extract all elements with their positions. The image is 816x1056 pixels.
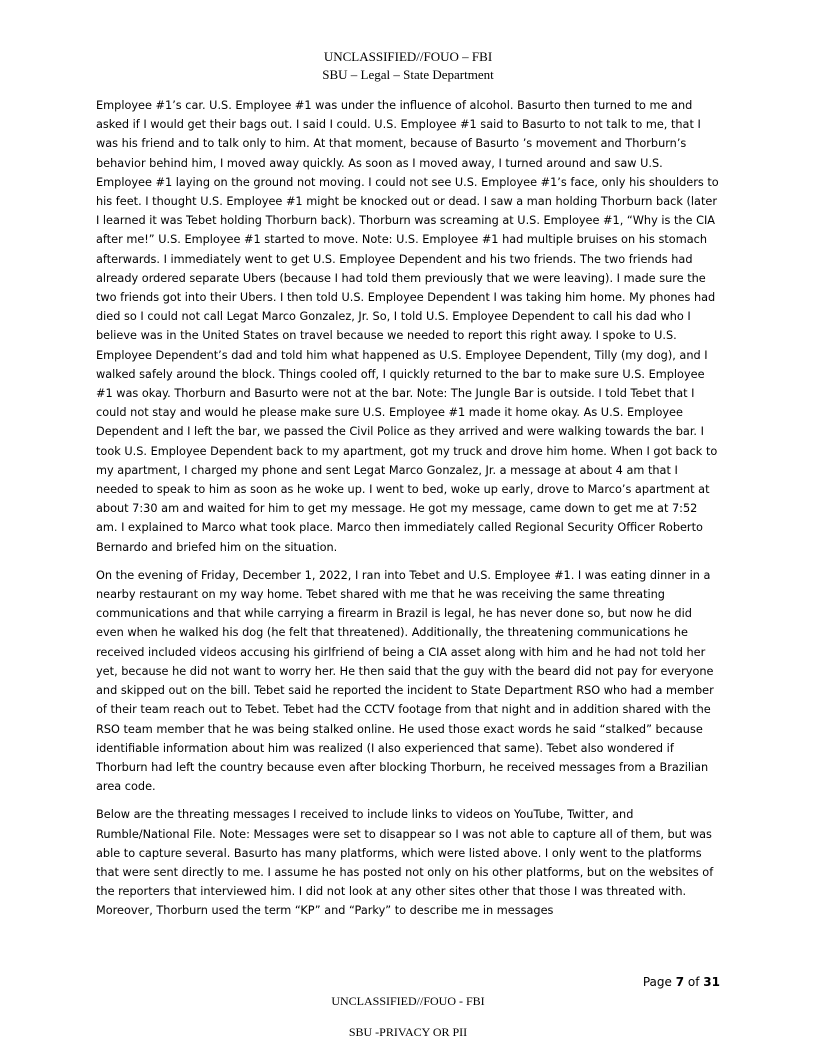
header-classification-line: UNCLASSIFIED//FOUO – FBI	[323, 49, 493, 64]
classification-header	[0, 48, 816, 84]
page-number	[643, 975, 720, 989]
paragraph-threatening-messages: Below are the threating messages I received to include links to videos on YouTube, Twitter, and Rumble/National File. Note: Messages were set to disappear so I was not able to capture all of them, but was able to capture several. Basurto has many platforms, which were listed above. I only went to the platforms that were sent directly to me. I assume he has posted not only on his other platforms, but on the websites of the reporters that interviewed him. I did not look at any other sites other that those I was threated with. Moreover, Thorburn used the term “KP” and “Parky” to describe me in messages	[96, 808, 714, 918]
page-number-separator: of	[684, 975, 704, 989]
footer-privacy-line: SBU -PRIVACY OR PII	[348, 1025, 468, 1039]
paragraph-december-encounter: On the evening of Friday, December 1, 2022, I ran into Tebet and U.S. Employee #1. I was eating dinner in a nearby restaurant on my way home. Tebet shared with me that he was receiving the same threating communications and that while carrying a firearm in Brazil is legal, he has never done so, but now he did even when he walked his dog (he felt that threatened). Additionally, the threatening communications he received included videos accusing his girlfriend of being a CIA asset along with him and he had not told her yet, because he did not want to worry her. He then said that the guy with the beard did not pay for everyone and skipped out on the bill. Tebet said he reported the incident to State Department RSO who had a member of their team reach out to Tebet. Tebet had the CCTV footage from that night and in addition shared with the RSO team member that he was being stalked online. He used those exact words he said “stalked” because identifiable information about him was realized (I also experienced that same). Tebet also wondered if Thorburn had left the country because even after blocking Thorburn, he received messages from a Brazilian area code.	[96, 568, 714, 794]
page-number-prefix: Page	[642, 975, 676, 989]
header-sbu-line: SBU – Legal – State Department	[322, 67, 494, 82]
document-body	[96, 96, 722, 930]
paragraph-incident-narrative: Employee #1’s car. U.S. Employee #1 was under the influence of alcohol. Basurto then turned to me and asked if I would get their bags out. I said I could. U.S. Employee #1 said to Basurto to not talk to me, that I was his friend and to talk only to him. At that moment, because of Basurto ’s movement and Thorburn’s behavior behind him, I moved away quickly. As soon as I moved away, I turned around and saw U.S. Employee #1 laying on the ground not moving. I could not see U.S. Employee #1’s face, only his shoulders to his feet. I thought U.S. Employee #1 might be knocked out or dead. I saw a man holding Thorburn back (later I learned it was Tebet holding Thorburn back). Thorburn was screaming at U.S. Employee #1, “Why is the CIA after me!” U.S. Employee #1 started to move. Note: U.S. Employee #1 had multiple bruises on his stomach afterwards. I immediately went to get U.S. Employee Dependent and his two friends. The two friends had already ordered separate Ubers (because I had told them previously that we were leaving). I made sure the two friends got into their Ubers. I then told U.S. Employee Dependent I was taking him home. My phones had died so I could not call Legat Marco Gonzalez, Jr. So, I told U.S. Employee Dependent to call his dad who I believe was in the United States on travel because we needed to report this right away. I spoke to U.S. Employee Dependent’s dad and told him what happened as U.S. Employee Dependent, Tilly (my dog), and I walked safely around the block. Things cooled off, I quickly returned to the bar to make sure U.S. Employee #1 was okay. Thorburn and Basurto were not at the bar. Note: The Jungle Bar is outside. I told Tebet that I could not stay and would he please make sure U.S. Employee #1 made it home okay. As U.S. Employee Dependent and I left the bar, we passed the Civil Police as they arrived and were walking towards the bar. I took U.S. Employee Dependent back to my apartment, got my truck and drove him home. When I got back to my apartment, I charged my phone and sent Legat Marco Gonzalez, Jr. a message at about 4 am that I needed to speak to him as soon as he woke up. I went to bed, woke up early, drove to Marco’s apartment at about 7:30 am and waited for him to get my message. He got my message, came down to get me at 7:52 am. I explained to Marco what took place. Marco then immediately called Regional Security Officer Roberto Bernardo and briefed him on the situation.	[96, 99, 719, 554]
page-number-current: 7	[675, 975, 685, 989]
page-number-total: 31	[703, 975, 720, 989]
footer-classification-line: UNCLASSIFIED//FOUO - FBI	[331, 994, 485, 1008]
